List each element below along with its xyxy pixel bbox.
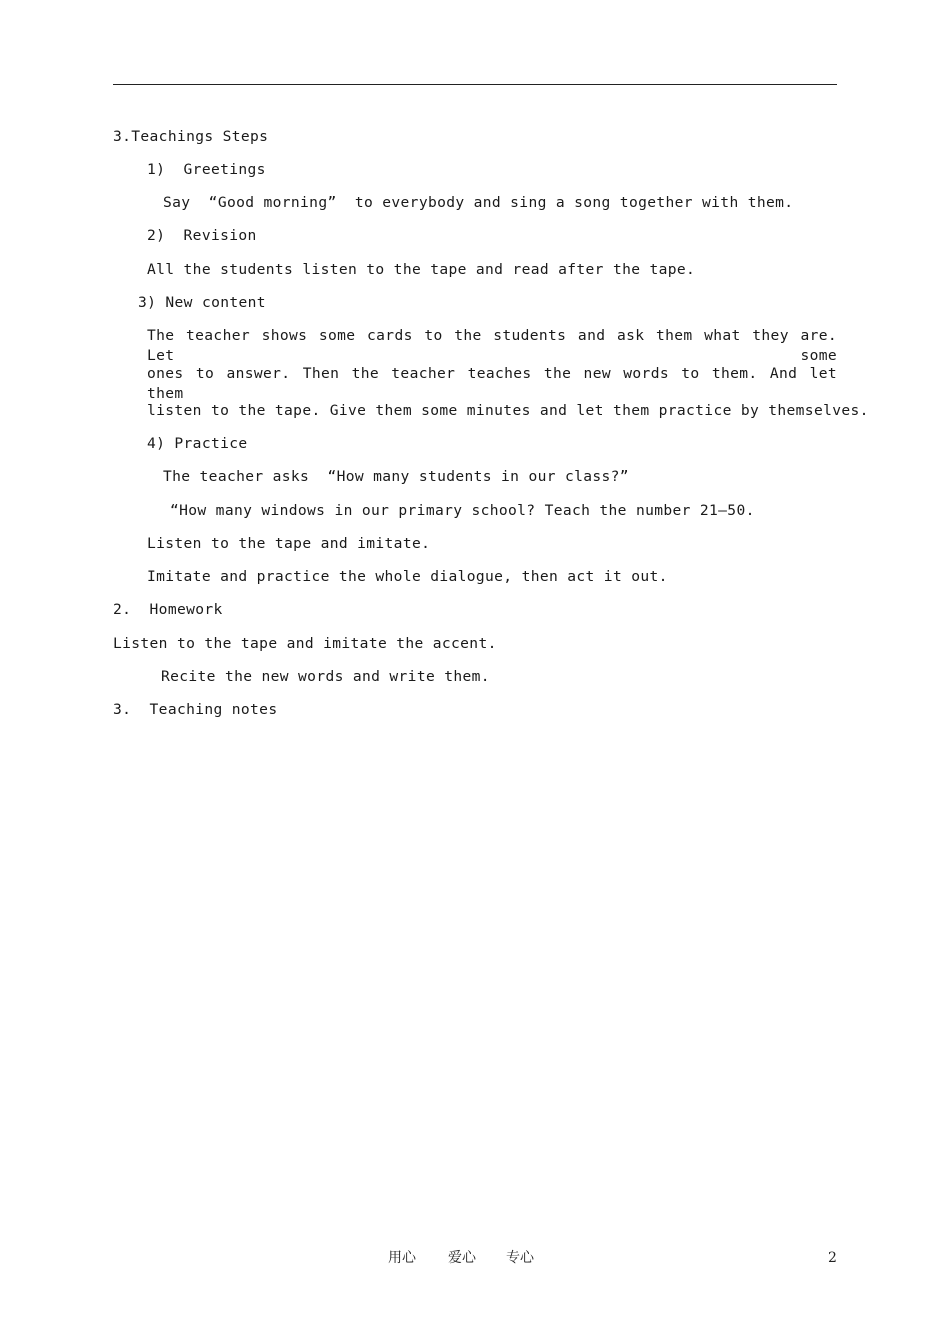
step-revision-heading: 2) Revision <box>147 227 257 244</box>
homework-heading: 2. Homework <box>113 601 223 618</box>
step-greetings-heading: 1) Greetings <box>147 161 266 178</box>
step-revision-text: All the students listen to the tape and read after the tape. <box>147 261 696 278</box>
section-title-teaching-steps: 3.Teachings Steps <box>113 128 269 145</box>
step-practice-line-3: Listen to the tape and imitate. <box>147 535 431 552</box>
step-new-content-heading: 3) New content <box>138 294 266 311</box>
step-new-content-line-2: ones to answer. Then the teacher teaches the new words to them. And let them <box>147 365 837 402</box>
step-new-content-line-1: The teacher shows some cards to the students and ask them what they are. Let some <box>147 327 837 364</box>
page-number: 2 <box>828 1250 837 1266</box>
footer-motto-3: 专心 <box>506 1250 534 1266</box>
step-greetings-text: Say “Good morning” to everybody and sing a song together with them. <box>163 194 794 211</box>
homework-line-1: Listen to the tape and imitate the accent. <box>113 635 497 652</box>
step-practice-line-4: Imitate and practice the whole dialogue, then act it out. <box>147 568 668 585</box>
header-rule <box>113 84 837 85</box>
step-practice-line-1: The teacher asks “How many students in our class?” <box>163 468 629 485</box>
footer-motto-1: 用心 <box>388 1250 416 1266</box>
homework-line-2: Recite the new words and write them. <box>161 668 490 685</box>
step-practice-heading: 4) Practice <box>147 435 248 452</box>
step-practice-line-2: “How many windows in our primary school? Teach the number 21—50. <box>170 502 755 519</box>
teaching-notes-heading: 3. Teaching notes <box>113 701 278 718</box>
step-new-content-line-3: listen to the tape. Give them some minutes and let them practice by themselves. <box>147 402 869 419</box>
footer-motto-2: 爱心 <box>448 1250 476 1266</box>
